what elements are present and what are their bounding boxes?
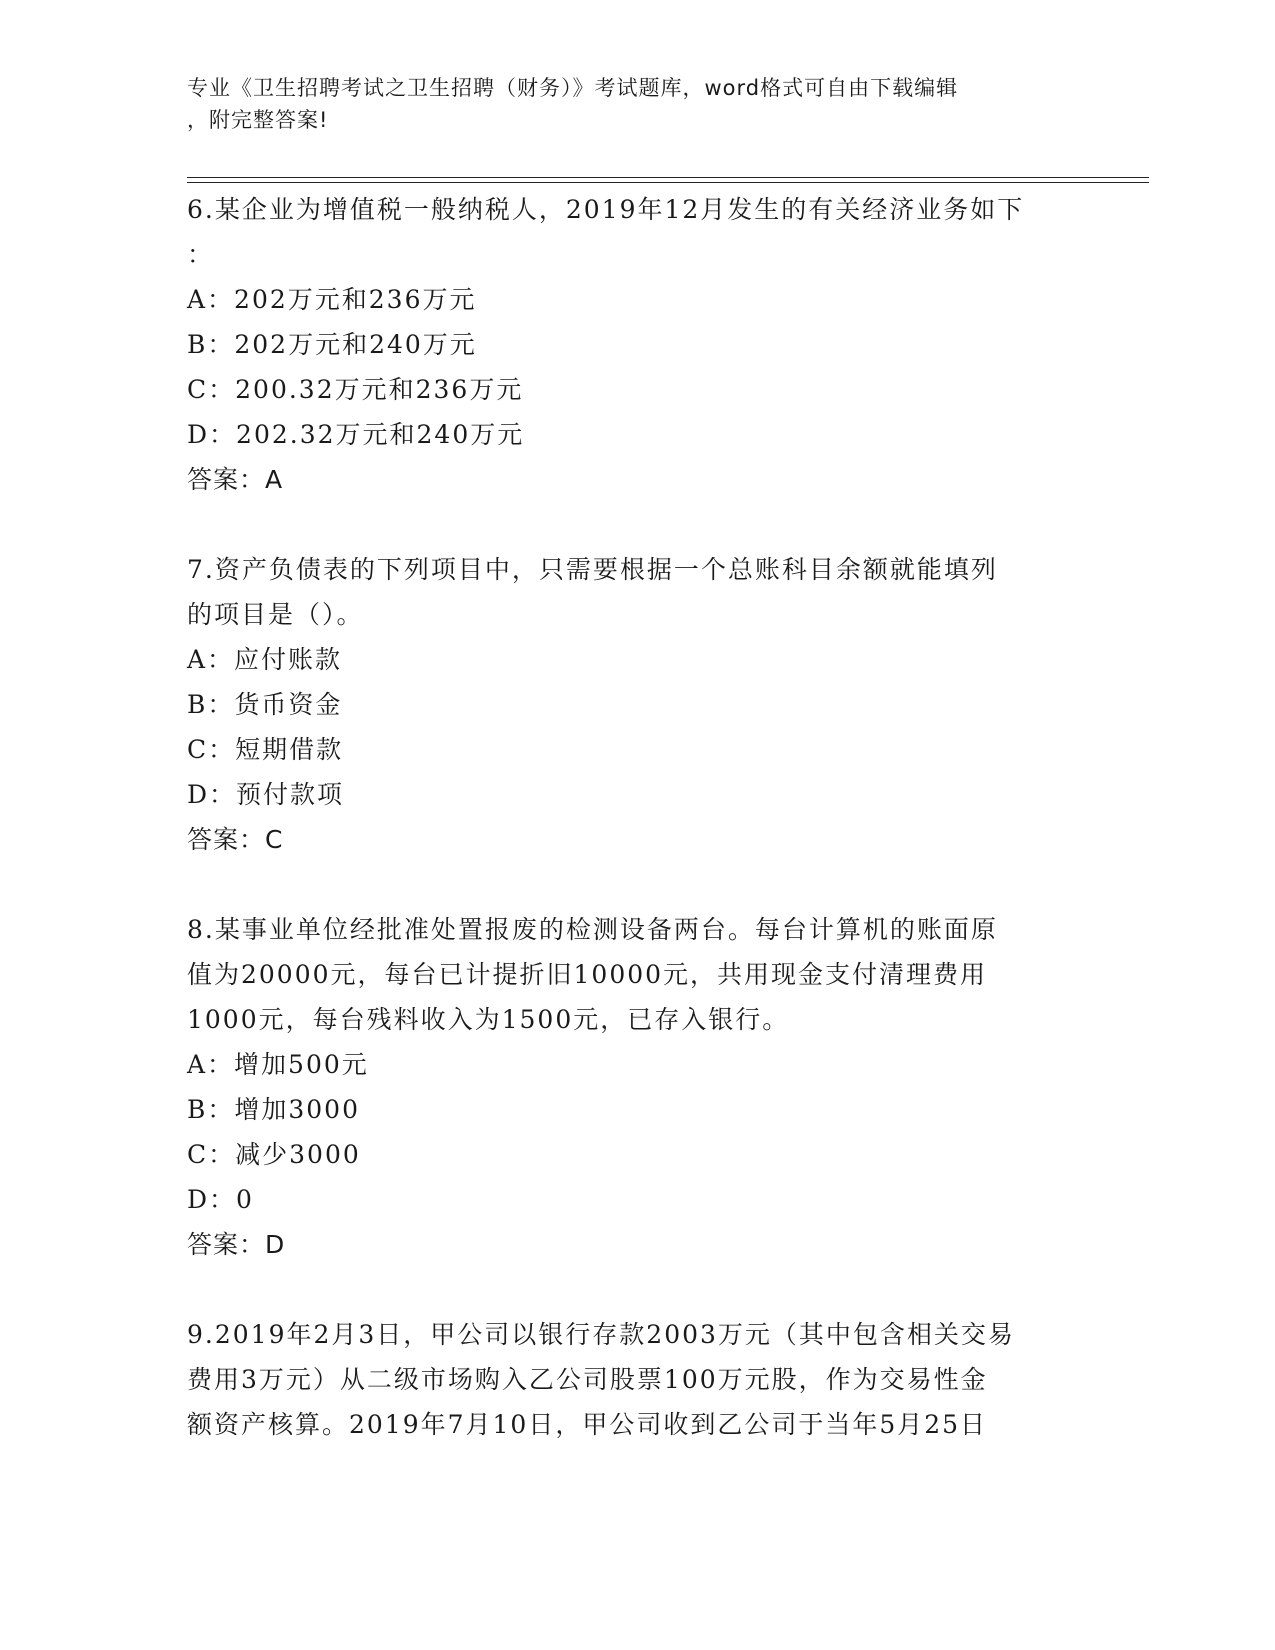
document-header <box>187 72 1067 136</box>
question-text-line: 的项目是（）。 <box>187 600 364 629</box>
answer-label: 答案：A <box>187 465 284 494</box>
question-text-line: 费用3万元）从二级市场购入乙公司股票100万元股，作为交易性金 <box>187 1365 988 1394</box>
question-9 <box>187 1312 1087 1447</box>
option-a: A：应付账款 <box>187 645 343 674</box>
question-text-line: 额资产核算。2019年7月10日，甲公司收到乙公司于当年5月25日 <box>187 1410 988 1439</box>
header-divider-bottom <box>187 182 1149 183</box>
question-text-line: 值为20000元，每台已计提折旧10000元，共用现金支付清理费用 <box>187 960 988 989</box>
question-text-line: 7.资产负债表的下列项目中，只需要根据一个总账科目余额就能填列 <box>187 555 998 584</box>
question-list <box>187 187 1087 1492</box>
header-line-1: 专业《卫生招聘考试之卫生招聘（财务）》考试题库，word格式可自由下载编辑 <box>187 76 959 100</box>
option-a: A：增加500元 <box>187 1050 369 1079</box>
question-text-line: 6.某企业为增值税一般纳税人，2019年12月发生的有关经济业务如下 <box>187 195 1025 224</box>
option-b: B：货币资金 <box>187 690 343 719</box>
option-d: D：0 <box>187 1185 254 1214</box>
question-text-line: ： <box>187 240 215 269</box>
option-d: D：预付款项 <box>187 780 345 809</box>
question-8 <box>187 907 1087 1267</box>
option-b: B：增加3000 <box>187 1095 360 1124</box>
question-text-line: 8.某事业单位经批准处置报废的检测设备两台。每台计算机的账面原 <box>187 915 998 944</box>
option-c: C：短期借款 <box>187 735 344 764</box>
question-6 <box>187 187 1087 502</box>
option-b: B：202万元和240万元 <box>187 330 477 359</box>
question-text-line: 9.2019年2月3日，甲公司以银行存款2003万元（其中包含相关交易 <box>187 1320 1015 1349</box>
option-d: D：202.32万元和240万元 <box>187 420 525 449</box>
option-c: C：200.32万元和236万元 <box>187 375 524 404</box>
answer-label: 答案：C <box>187 825 284 854</box>
question-7 <box>187 547 1087 862</box>
header-line-2: ，附完整答案! <box>187 108 329 132</box>
option-a: A：202万元和236万元 <box>187 285 477 314</box>
answer-label: 答案：D <box>187 1230 286 1259</box>
question-text-line: 1000元，每台残料收入为1500元，已存入银行。 <box>187 1005 790 1034</box>
header-divider-top <box>187 177 1149 178</box>
option-c: C：减少3000 <box>187 1140 361 1169</box>
